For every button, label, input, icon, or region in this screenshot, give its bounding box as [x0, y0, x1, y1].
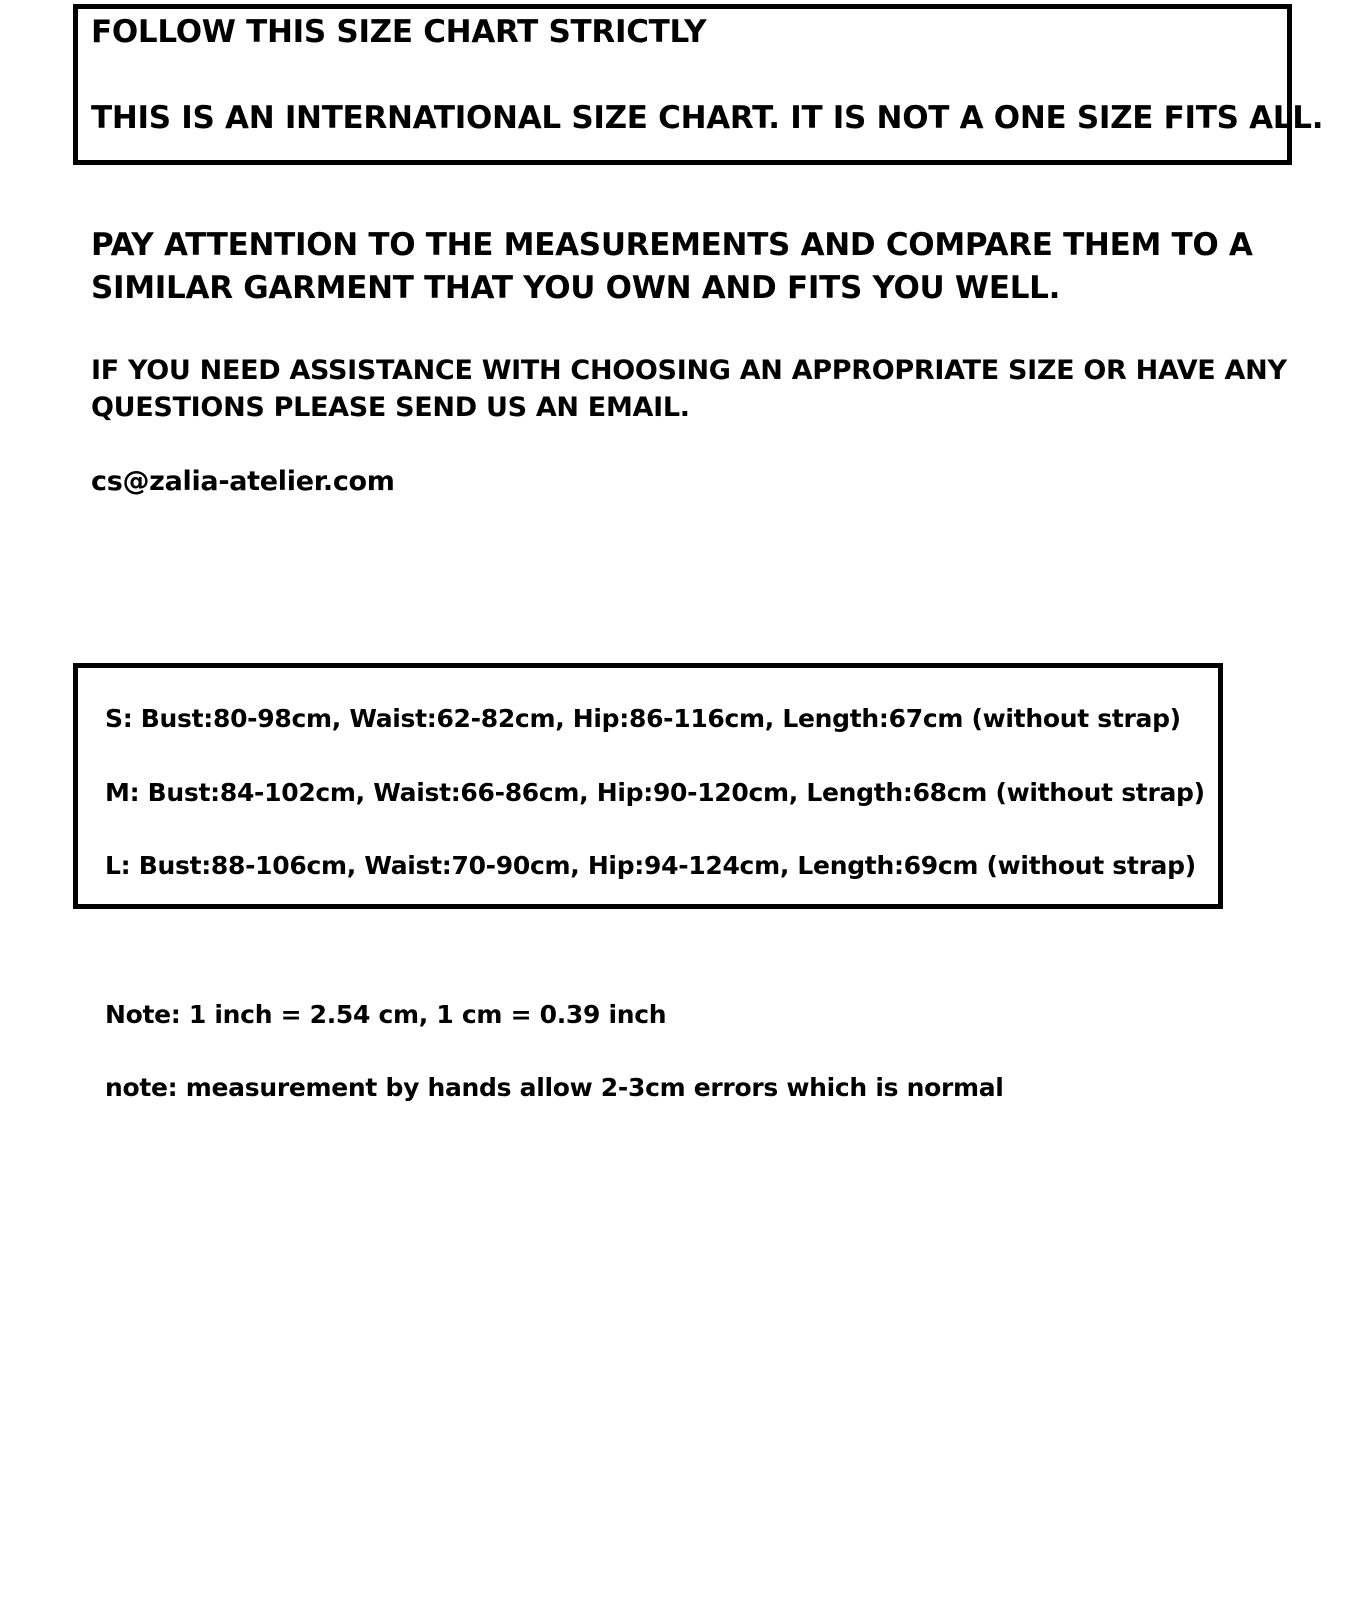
- conversion-note: Note: 1 inch = 2.54 cm, 1 cm = 0.39 inch: [105, 1000, 667, 1029]
- notice-international-text: THIS IS AN INTERNATIONAL SIZE CHART. IT IS NOT A ONE SIZE FITS ALL.: [91, 100, 1324, 136]
- attention-text-line-2: SIMILAR GARMENT THAT YOU OWN AND FITS YOU WELL.: [91, 270, 1061, 306]
- size-row-l: L: Bust:88-106cm, Waist:70-90cm, Hip:94-124cm, Length:69cm (without strap): [105, 851, 1196, 880]
- size-row-s: S: Bust:80-98cm, Waist:62-82cm, Hip:86-116cm, Length:67cm (without strap): [105, 704, 1181, 733]
- attention-text-line-1: PAY ATTENTION TO THE MEASUREMENTS AND COMPARE THEM TO A: [91, 227, 1253, 263]
- size-row-m: M: Bust:84-102cm, Waist:66-86cm, Hip:90-120cm, Length:68cm (without strap): [105, 778, 1205, 807]
- measurement-tolerance-note: note: measurement by hands allow 2-3cm errors which is normal: [105, 1073, 1004, 1102]
- assistance-text-line-1: IF YOU NEED ASSISTANCE WITH CHOOSING AN APPROPRIATE SIZE OR HAVE ANY: [91, 355, 1287, 386]
- contact-email: cs@zalia-atelier.com: [91, 466, 395, 497]
- assistance-text-line-2: QUESTIONS PLEASE SEND US AN EMAIL.: [91, 392, 690, 423]
- notice-heading: FOLLOW THIS SIZE CHART STRICTLY: [91, 14, 707, 50]
